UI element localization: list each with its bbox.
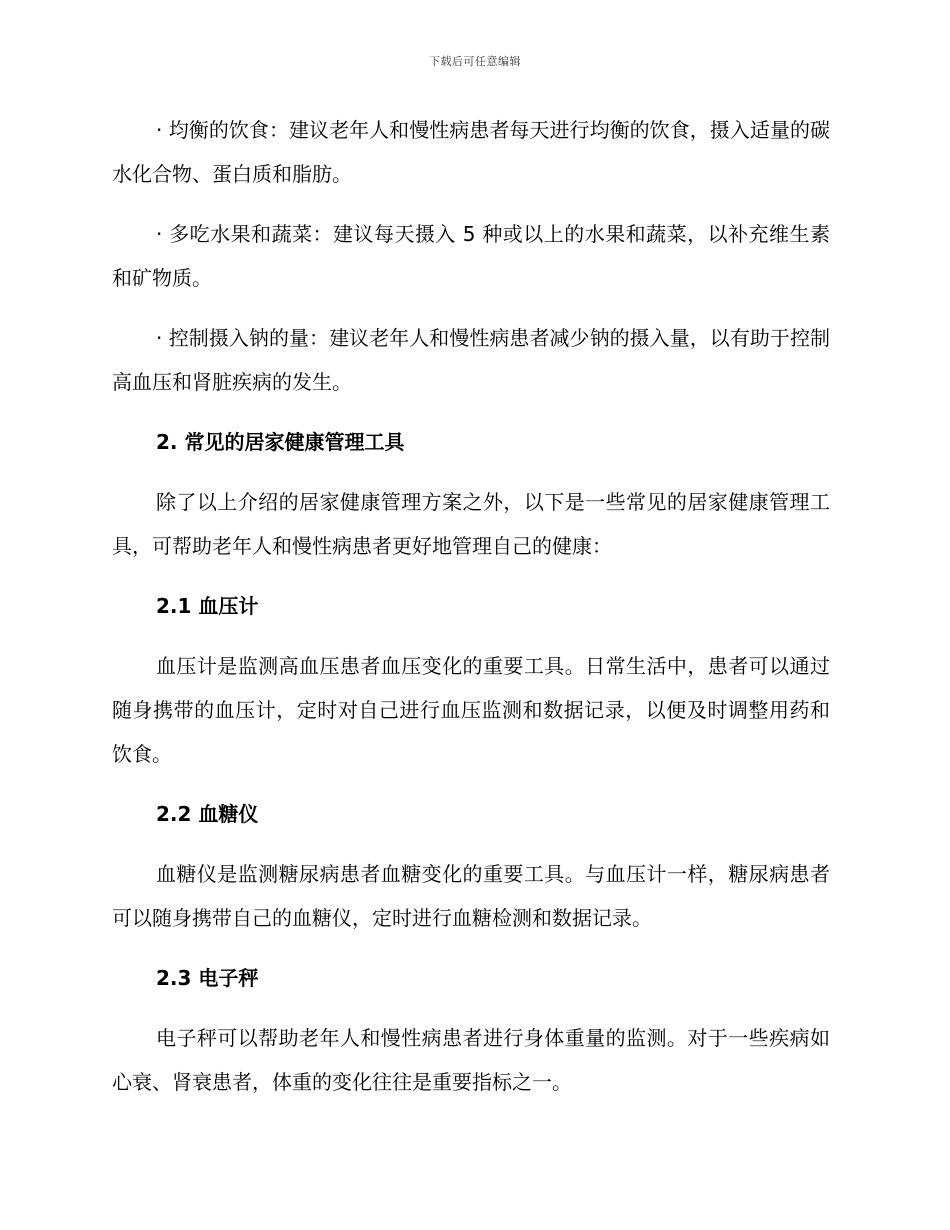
section-2-3-text: 电子秤可以帮助老年人和慢性病患者进行身体重量的监测。对于一些疾病如心衰、肾衰患者，体重的变化往往是重要指标之一。 (112, 1026, 830, 1094)
section-2-2-text: 血糖仪是监测糖尿病患者血糖变化的重要工具。与血压计一样，糖尿病患者可以随身携带自己的血糖仪，定时进行血糖检测和数据记录。 (112, 862, 830, 930)
document-body (112, 108, 830, 1104)
section-2-2-title: 2.2 血糖仪 (156, 802, 259, 826)
bullet-sodium-control: · 控制摄入钠的量：建议老年人和慢性病患者减少钠的摄入量，以有助于控制高血压和肾脏疾病的发生。 (112, 326, 830, 394)
bullet-fruits-vegetables: · 多吃水果和蔬菜：建议每天摄入 5 种或以上的水果和蔬菜，以补充维生素和矿物质。 (112, 222, 830, 290)
section-2-1-title: 2.1 血压计 (156, 594, 259, 618)
section-2-3-title: 2.3 电子秤 (156, 966, 259, 990)
section-2-1-text: 血压计是监测高血压患者血压变化的重要工具。日常生活中，患者可以通过随身携带的血压计，定时对自己进行血压监测和数据记录，以便及时调整用药和饮食。 (112, 654, 830, 766)
bullet-balanced-diet: · 均衡的饮食：建议老年人和慢性病患者每天进行均衡的饮食，摄入适量的碳水化合物、蛋白质和脂肪。 (112, 118, 830, 186)
page-header: 下载后可任意编辑 (429, 55, 521, 68)
section-2-intro: 除了以上介绍的居家健康管理方案之外，以下是一些常见的居家健康管理工具，可帮助老年人和慢性病患者更好地管理自己的健康： (112, 490, 830, 558)
section-2-title: 2. 常见的居家健康管理工具 (156, 430, 405, 454)
